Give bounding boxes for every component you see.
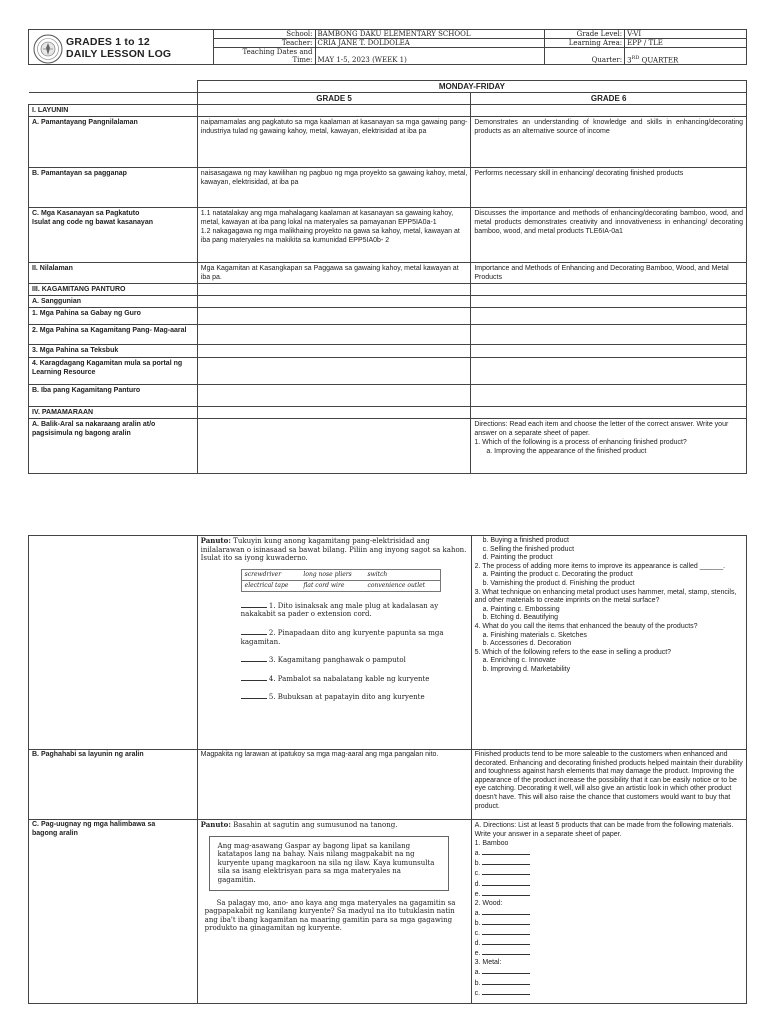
panuto-item-3: 3. Kagamitang panghawak o pamputol — [241, 655, 468, 665]
answer-line: d. — [475, 938, 743, 948]
pamantayan-pagganap-g6: Performs necessary skill in enhancing/ decorating finished products — [471, 168, 747, 208]
period-heading: MONDAY-FRIDAY — [197, 81, 746, 93]
paguugnay-g6 — [471, 820, 746, 1004]
paghahabi-g6: Finished products tend to be more saleable to the customers when enhanced and decorated. Enhancing and decorating finished products helped maintain their durability and toughness against harsh elements that may damage the product. Improving the appearance of the product increase the possibility that it can be easily notice or to be eye catching. Decorating it well, will also give an artistic look in which other product doesn't have. This will also raise the chance that customers would want to buy that product. — [471, 750, 746, 820]
pamantayang-pangnilalaman-g5: naipamamalas ang pagkatuto sa mga kaalaman at kasanayan sa mga gawaing pang-industriya tulad ng gawaing kahoy, metal, kawayan, elektrisidad at iba pa — [197, 117, 471, 168]
answer-line: b. — [475, 858, 743, 868]
pamantayan-pagganap-label: B. Pamantayan sa pagganap — [29, 168, 198, 208]
quiz-option: a. Finishing materials c. Sketches — [482, 631, 587, 639]
g6-quiz-continued — [471, 536, 746, 750]
teacher-label: Teacher: — [213, 39, 315, 48]
answer-line: c. — [475, 868, 743, 878]
karagdagang-line2: Learning Resource — [32, 369, 96, 376]
answer-line: c. — [475, 988, 743, 998]
story-box: Ang mag-asawang Gaspar ay bagong lipat sa kanilang katatapos lang na bahay. Nais nilang magpakabit na ng kuryente upang magkaroon na sila ng ilaw. Kaya kumunsulta sila sa isang elektrisyan para sa mga materyales na gagamitin. — [209, 836, 449, 891]
nilalaman-g6: Importance and Methods of Enhancing and Decorating Bamboo, Wood, and Metal Products — [471, 263, 747, 284]
panuto-activity — [197, 536, 471, 750]
quarter-label: Quarter: — [545, 48, 625, 65]
pamantayang-pangnilalaman-g6: Demonstrates an understanding of knowledge and skills in enhancing/decorating products as an alternative source of income — [471, 117, 747, 168]
quiz-question-5: 5. Which of the following refers to the ease in selling a product? — [474, 648, 672, 656]
karagdagang-kagamitan-label — [29, 358, 198, 385]
grade-level-label: Grade Level: — [545, 30, 625, 39]
learning-area-label: Learning Area: — [545, 39, 625, 48]
quiz-question-2: 2. The process of adding more items to improve its appearance is called ______. — [474, 562, 726, 570]
kasanayan-label — [29, 208, 198, 263]
quarter-value: 3RD QUARTER — [625, 48, 747, 65]
quiz-option: b. Buying a finished product — [482, 537, 569, 544]
paguugnay-line1: C. Pag-uugnay ng mga halimbawa sa — [32, 821, 156, 828]
word-choice: flat cord wire — [300, 580, 364, 591]
metal-heading: 3. Metal: — [474, 959, 502, 967]
grade-level-value: V-VI — [625, 30, 747, 39]
school-label: School: — [213, 30, 315, 39]
brand-line-2: DAILY LESSON LOG — [66, 48, 172, 60]
word-choice: electrical tape — [241, 580, 300, 591]
word-choice: long nose pliers — [303, 570, 352, 578]
quiz-option: b. Etching d. Beautifying — [482, 614, 559, 622]
kasanayan-label-line1: C. Mga Kasanayan sa Pagkatuto — [32, 210, 140, 217]
lesson-log-page-1 — [0, 0, 768, 490]
kasanayan-g5-item2: 1.2 nakagagawa ng mga malikhaing proyekto na gawa sa kahoy, metal, kawayan at iba pang materyales na makikita sa kumunidad EPP5IA0b- 2 — [200, 228, 460, 244]
balik-aral-directions: Directions: Read each item and choose the letter of the correct answer. Write your answer on a separate sheet of paper. — [474, 421, 729, 437]
quiz-option: b. Accessories d. Decoration — [482, 640, 572, 648]
answer-line: c. — [475, 928, 743, 938]
dates-value: MAY 1-5, 2023 (WEEK 1) — [315, 48, 545, 65]
pamamaraan-label: IV. PAMAMARAAN — [29, 407, 198, 419]
paguugnay-question: Sa palagay mo, ano- ano kaya ang mga materyales na gagamitin sa pagpapakabit ng kanilang kuryente? Sa madyul na ito tutuklasin natin ang iba't ibang kagamitan na maaring gamitin para sa mga gagawing produkto na ginagamitan ng kuryente. — [204, 898, 456, 933]
kasanayan-label-line2: Isulat ang code ng bawat kasanayan — [32, 219, 153, 226]
brand-title — [66, 36, 171, 60]
answer-line: e. — [475, 889, 743, 899]
paguugnay-g5 — [197, 820, 471, 1004]
panuto-instruction: Panuto: Tukuyin kung anong kagamitang pang-elektrisidad ang inilalarawan o isinasaad sa bawat bilang. Piliin ang inyong sagot sa kahon. Isulat ito sa iyong kuwaderno. — [200, 536, 467, 563]
kasanayan-g6: Discusses the importance and methods of enhancing/decorating bamboo, wood, and metal products demonstrates creativity and innovativeness in enhancing/ decorating bamboo, wood, and metal products TLE6IA-0a1 — [471, 208, 747, 263]
panuto2-instruction: Panuto: Basahin at sagutin ang sumusunod na tanong. — [200, 820, 398, 829]
dates-label-2: Time: — [213, 56, 315, 65]
quiz-option: b. Varnishing the product d. Finishing the product — [482, 579, 635, 587]
balik-aral-q1: 1. Which of the following is a process of enhancing finished product? — [474, 439, 687, 446]
quiz-option: a. Enriching c. Innovate — [482, 657, 556, 665]
brand-cell — [29, 30, 214, 65]
panuto-item-5: 5. Bubuksan at papatayin dito ang kuryente — [241, 692, 468, 702]
header-table — [28, 29, 747, 65]
answer-line: a. — [475, 848, 743, 858]
balik-aral-q1-a: a. Improving the appearance of the finished product — [486, 448, 647, 455]
learning-area-value: EPP / TLE — [625, 39, 747, 48]
pamantayan-pagganap-g5: naisasagawa ng may kawilihan ng pagbuo ng mga proyekto sa gawaing kahoy, metal, kawayan, elektrisidad, at iba pa — [197, 168, 471, 208]
quiz-option: a. Painting c. Embossing — [482, 605, 560, 613]
list-directions: A. Directions: List at least 5 products that can be made from the following materials. Write your answer in a separate sheet of paper. — [474, 822, 734, 839]
quiz-question-4: 4. What do you call the items that enhanced the beauty of the products? — [474, 622, 698, 630]
answer-line: b. — [475, 918, 743, 928]
word-choice: screwdriver — [244, 570, 282, 578]
karagdagang-line1: 4. Karagdagang Kagamitan mula sa portal ng — [32, 360, 183, 367]
balik-aral-line1: A. Balik-Aral sa nakaraang aralin at/o — [32, 421, 156, 428]
nilalaman-g5: Mga Kagamitan at Kasangkapan sa Paggawa sa gawaing kahoy, metal kawayan at iba pa. — [197, 263, 471, 284]
paghahabi-g5: Magpakita ng larawan at ipatukoy sa mga mag-aaral ang mga pangalan nito. — [197, 750, 471, 820]
quiz-option: a. Painting the product c. Decorating the product — [482, 571, 633, 579]
balik-aral-g6 — [471, 419, 747, 474]
dates-label-1: Teaching Dates and — [213, 48, 315, 57]
balik-aral-line2: pagsisimula ng bagong aralin — [32, 430, 131, 437]
wood-heading: 2. Wood: — [474, 899, 503, 907]
paghahabi-label: B. Paghahabi sa layunin ng aralin — [29, 750, 198, 820]
teacher-value: CRIA JANE T. DOLDOLEA — [315, 39, 545, 48]
quiz-option: b. Improving d. Marketability — [482, 665, 571, 673]
layunin-label: I. LAYUNIN — [29, 105, 198, 117]
paguugnay-line2: bagong aralin — [32, 829, 78, 837]
iba-pang-kagamitan-label: B. Iba pang Kagamitang Panturo — [29, 385, 198, 407]
school-value: BAMBONG DAKU ELEMENTARY SCHOOL — [315, 30, 545, 39]
lesson-table-continued — [28, 535, 747, 1004]
bamboo-heading: 1. Bamboo — [474, 840, 509, 848]
kasanayan-g5 — [197, 208, 471, 263]
paguugnay-label — [29, 820, 198, 1004]
pamantayang-pangnilalaman-label: A. Pamantayang Pangnilalaman — [29, 117, 198, 168]
sanggunian-label: A. Sanggunian — [29, 296, 198, 308]
kagamitang-mag-aaral-label: 2. Mga Pahina sa Kagamitang Pang- Mag-aaral — [29, 325, 198, 345]
answer-line: a. — [475, 967, 743, 977]
answer-line: d. — [475, 879, 743, 889]
word-choice: convenience outlet — [365, 580, 441, 591]
lesson-table — [28, 80, 747, 474]
brand-line-1: GRADES 1 to 12 — [66, 36, 150, 48]
teksbuk-label: 3. Mga Pahina sa Teksbuk — [29, 345, 198, 358]
word-choice: switch — [367, 570, 388, 578]
panuto-item-2: 2. Pinapadaan dito ang kuryente papunta sa mga kagamitan. — [240, 628, 444, 646]
balik-aral-label — [29, 419, 198, 474]
kasanayan-g5-item1: 1.1 natatalakay ang mga mahalagang kaalaman at kasanayan sa gawaing kahoy, metal, kawayan at iba pang lokal na materyales sa pamayanan EPP5IA0a-1 — [200, 210, 454, 226]
word-choices-box — [241, 569, 441, 592]
kagamitang-panturo-label: III. KAGAMITANG PANTURO — [29, 284, 198, 296]
lesson-log-page-2 — [0, 525, 768, 1024]
gabay-guro-label: 1. Mga Pahina sa Gabay ng Guro — [29, 308, 198, 325]
grade6-heading: GRADE 6 — [471, 93, 747, 105]
quiz-option: c. Selling the finished product — [482, 545, 575, 553]
panuto-item-4: 4. Pambalot sa nabalatang kable ng kuryente — [241, 674, 468, 684]
panuto-item-1: 1. Dito isinaksak ang male plug at kadalasan ay nakakabit sa pader o extension cord. — [240, 601, 439, 619]
quiz-option: d. Painting the product — [482, 554, 553, 562]
nilalaman-label: II. Nilalaman — [29, 263, 198, 284]
quiz-question-3: 3. What technique on enhancing metal product uses hammer, metal, stamp, stencils, and other materials to create imprints on the metal surface? — [474, 588, 737, 605]
answer-line: e. — [475, 948, 743, 958]
answer-line: b. — [475, 978, 743, 988]
answer-line: a. — [475, 908, 743, 918]
deped-seal-icon — [33, 34, 63, 64]
grade5-heading: GRADE 5 — [197, 93, 471, 105]
